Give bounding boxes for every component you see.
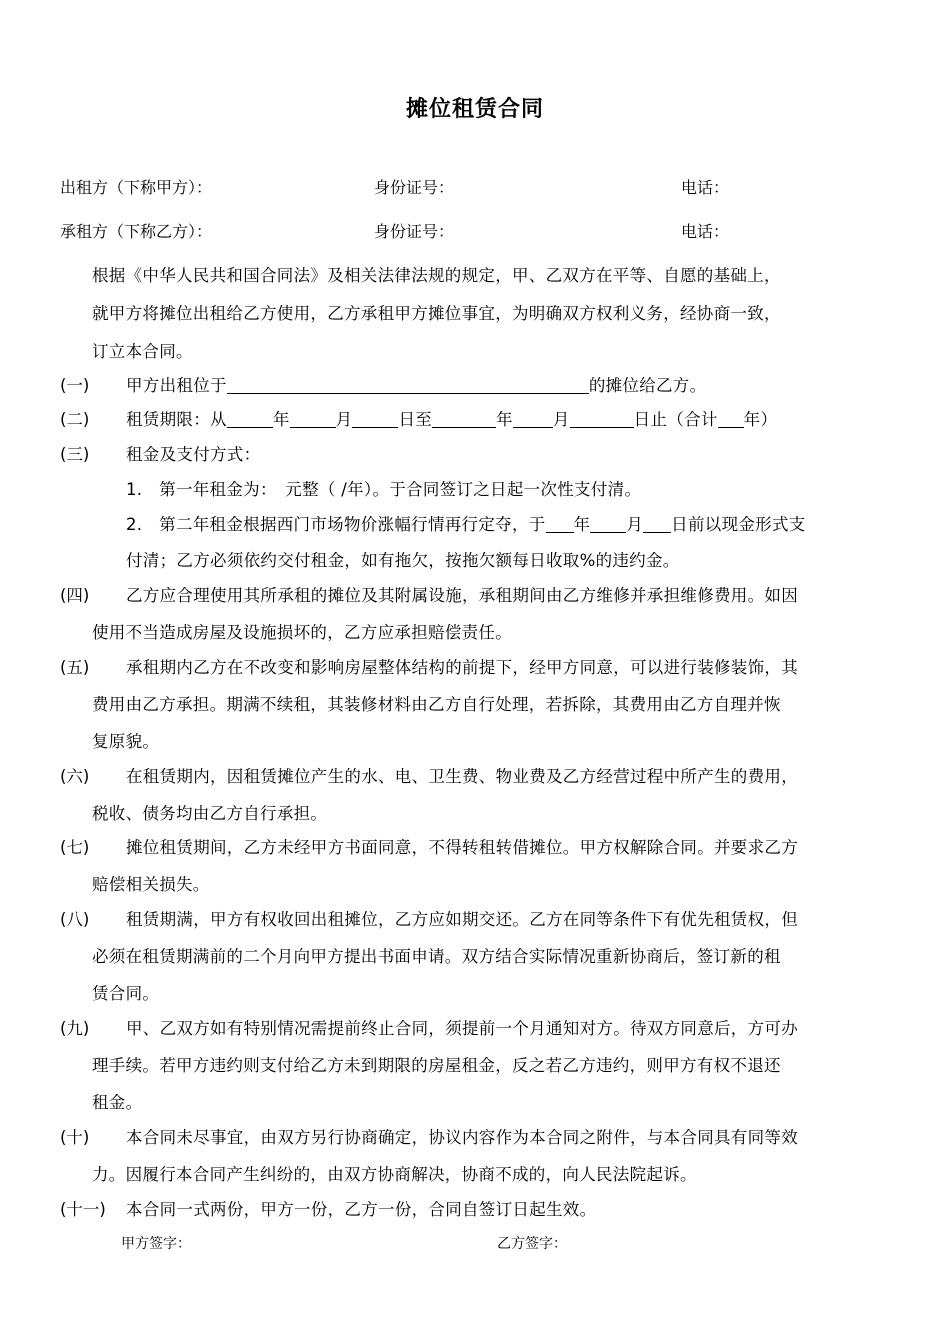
clause-2-text-a: 租赁期限：从 — [126, 410, 227, 429]
clause-3-heading: 租金及支付方式： — [126, 445, 261, 464]
month-label: 月 — [626, 515, 644, 534]
clause-line: 理手续。若甲方违约则支付给乙方未到期限的房屋租金，反之若乙方违约，则甲方有权不退还 — [92, 1056, 781, 1075]
lessee-phone-label: 电话： — [681, 222, 730, 241]
year-label: 年 — [496, 410, 513, 429]
day-end-label: 日止（合计 — [633, 410, 718, 429]
clause-line: 税收、债务均由乙方自行承担。 — [92, 804, 328, 823]
clause-3-item-1: 1. 第一年租金为： 元整（ /年）。于合同签订之日起一次性支付清。 — [126, 480, 642, 499]
clause-number: (二) — [60, 410, 90, 429]
lessee-label: 承租方（下称乙方）： — [60, 222, 213, 241]
start-month-blank — [290, 409, 336, 428]
year-end-label: 年） — [743, 410, 778, 429]
lessor-phone-label: 电话： — [681, 178, 730, 197]
year-label: 年 — [272, 410, 290, 429]
intro-line: 订立本合同。 — [92, 342, 193, 361]
item-2-text-a: 2. 第二年租金根据西门市场物价涨幅行情再行定夺，于 — [126, 515, 546, 534]
clause-line: 乙方应合理使用其所承租的摊位及其附属设施，承租期间由乙方维修并承担维修费用。如因 — [126, 586, 798, 605]
party-b-signature-label: 乙方签字： — [497, 1236, 567, 1252]
intro-line: 根据《中华人民共和国合同法》及相关法律法规的规定，甲、乙双方在平等、自愿的基础上， — [92, 266, 781, 285]
end-year-blank — [432, 409, 496, 428]
clause-line: 费用由乙方承担。期满不续租，其装修材料由乙方自行处理，若拆除，其费用由乙方自理并恢 — [92, 695, 781, 714]
clause-number: (九) — [60, 1019, 90, 1038]
lessor-label: 出租方（下称甲方）： — [60, 178, 213, 197]
clause-line: 本合同未尽事宜，由双方另行协商确定，协议内容作为本合同之附件，与本合同具有同等效 — [126, 1128, 798, 1147]
clause-line: 摊位租赁期间，乙方未经甲方书面同意，不得转租转借摊位。甲方权解除合同。并要求乙方 — [126, 838, 798, 857]
lessor-id-label: 身份证号： — [374, 178, 455, 197]
clause-number: (六) — [60, 767, 90, 786]
clause-1-text — [126, 372, 706, 396]
document-title: 摊位租赁合同 — [405, 97, 544, 122]
month-label: 月 — [335, 410, 353, 429]
clause-line: 必须在租赁期满前的二个月向甲方提出书面申请。双方结合实际情况重新协商后，签订新的租 — [92, 947, 781, 966]
clause-number: (八) — [60, 910, 90, 929]
clause-line: 力。因履行本合同产生纠纷的，由双方协商解决，协商不成的，向人民法院起诉。 — [92, 1165, 697, 1184]
clause-number: (七) — [60, 838, 90, 857]
clause-line: 甲、乙双方如有特别情况需提前终止合同，须提前一个月通知对方。待双方同意后，方可办 — [126, 1019, 798, 1038]
clause-line: 租赁期满，甲方有权收回出租摊位，乙方应如期交还。乙方在同等条件下有优先租赁权，但 — [126, 910, 798, 929]
clause-number: (四) — [60, 586, 90, 605]
clause-3-item-2 — [126, 511, 806, 535]
party-a-signature-label: 甲方签字： — [121, 1236, 191, 1252]
month-label: 月 — [552, 410, 570, 429]
clause-number: (五) — [60, 658, 90, 677]
total-years-blank — [718, 409, 744, 428]
clause-number: (十) — [60, 1128, 90, 1147]
clause-number: (三) — [60, 445, 90, 464]
pay-year-blank — [546, 514, 574, 533]
clause-1-text-a: 甲方出租位于 — [126, 376, 227, 395]
clause-line: 在租赁期内，因租赁摊位产生的水、电、卫生费、物业费及乙方经营过程中所产生的费用， — [126, 767, 798, 786]
end-day-blank — [570, 409, 634, 428]
clause-line: 租金。 — [92, 1093, 143, 1112]
clause-2-text — [126, 406, 777, 430]
clause-1-text-b: 的摊位给乙方。 — [588, 376, 707, 395]
clause-line: 赔偿相关损失。 — [92, 875, 210, 894]
start-day-blank — [352, 409, 398, 428]
pay-day-blank — [643, 514, 671, 533]
clause-number: (一) — [60, 376, 90, 395]
clause-line: 赁合同。 — [92, 984, 160, 1003]
pay-month-blank — [590, 514, 626, 533]
clause-line: 承租期内乙方在不改变和影响房屋整体结构的前提下，经甲方同意，可以进行装修装饰，其 — [126, 658, 798, 677]
clause-line: 复原貌。 — [92, 732, 160, 751]
clause-line: 使用不当造成房屋及设施损坏的，乙方应承担赔偿责任。 — [92, 623, 512, 642]
item-2-text-b: 日前以现金形式支 — [671, 515, 806, 534]
clause-3-item-2-cont: 付清；乙方必须依约交付租金，如有拖欠，按拖欠额每日收取%的违约金。 — [126, 551, 680, 570]
location-blank — [227, 375, 589, 394]
year-label: 年 — [573, 515, 591, 534]
intro-line: 就甲方将摊位出租给乙方使用，乙方承租甲方摊位事宜，为明确双方权利义务，经协商一致， — [92, 304, 781, 323]
day-to-label: 日至 — [398, 410, 433, 429]
clause-line: 本合同一式两份，甲方一份，乙方一份，合同自签订日起生效。 — [126, 1200, 597, 1219]
start-year-blank — [227, 409, 273, 428]
lessee-id-label: 身份证号： — [374, 222, 455, 241]
clause-number: (十一) — [60, 1200, 106, 1219]
end-month-blank — [513, 409, 553, 428]
